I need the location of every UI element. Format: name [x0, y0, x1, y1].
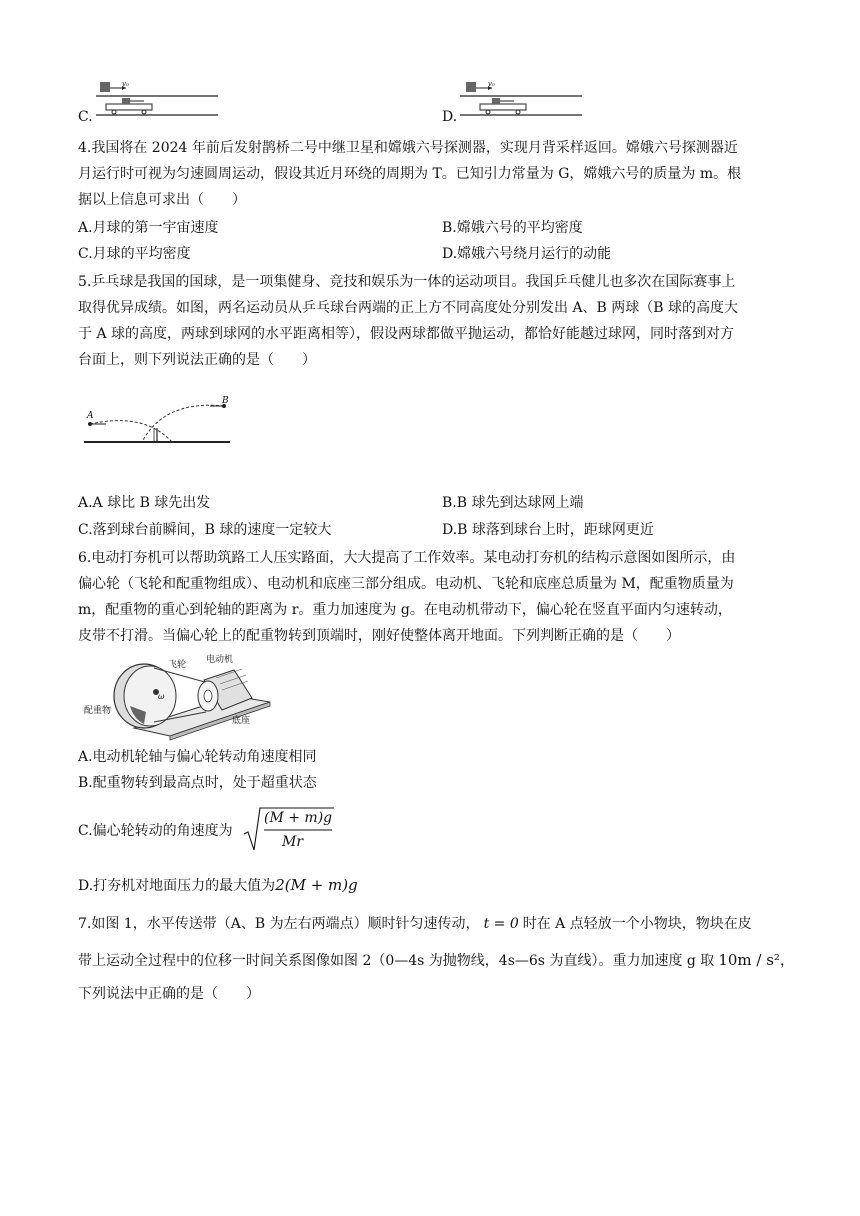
q6-option-d-prefix: D.打夯机对地面压力的最大值为	[78, 878, 276, 894]
q6-option-c-prefix: C.偏心轮转动的角速度为	[78, 823, 233, 839]
q4-stem-line-3: 据以上信息可求出（ ）	[78, 192, 246, 208]
q6-option-c-numerator: (M + m)g	[264, 810, 333, 826]
q6-option-b[interactable]: B.配重物转到最高点时，处于超重状态	[78, 775, 317, 791]
q5-option-c[interactable]: C.落到球台前瞬间，B 球的速度一定较大	[78, 522, 332, 538]
q6-option-c-denominator: Mr	[282, 834, 304, 850]
q4-option-a[interactable]: A.月球的第一宇宙速度	[78, 220, 219, 236]
q7-stem-line-2	[78, 951, 794, 970]
q6-base-label: 底座	[232, 716, 251, 726]
q6-stem-line-1: 6.电动打夯机可以帮助筑路工人压实路面，大大提高了工作效率。某电动打夯机的结构示意图如图所示，由	[78, 550, 736, 566]
q7-stem-line-1	[78, 915, 784, 933]
q6-omega-label: ω	[158, 692, 165, 701]
q6-option-d-formula: 2(M + m)g	[275, 876, 358, 894]
q5-option-a[interactable]: A.A 球比 B 球先出发	[78, 495, 211, 511]
q5-ball-b-label: B	[222, 396, 229, 406]
q3-option-d-label: D.	[442, 109, 458, 125]
q7-line2-end: ，	[779, 953, 794, 969]
q5-option-d[interactable]: D.B 球落到球台上时，距球网更近	[442, 522, 654, 538]
q3-option-c-diagram	[96, 78, 220, 122]
q7-line2-part-a: 带上运动全过程中的位移一时间关系图像如图 2（0—4s 为抛物线，4s—6s 为直线）。重力加速度 g 取	[78, 953, 715, 969]
q3-c-v0-label: v₀	[122, 80, 129, 88]
q7-stem-line-3: 下列说法中正确的是（ ）	[78, 986, 260, 1002]
q7-line1-part-a: 7.如图 1，水平传送带（A、B 为左右两端点）顺时针匀速传动，	[78, 916, 480, 932]
q6-tamper-figure	[84, 658, 280, 738]
q5-stem-line-4: 台面上，则下列说法正确的是（ ）	[78, 352, 316, 368]
q5-stem-line-1: 5.乒乓球是我国的国球，是一项集健身、竞技和娱乐为一体的运动项目。我国乒乓健儿也多次在国际赛事上	[78, 274, 736, 290]
q3-option-c-label: C.	[78, 109, 93, 125]
q5-stem-line-2: 取得优异成绩。如图，两名运动员从乒乓球台两端的正上方不同高度处分别发出 A、B 两球（B 球的高度大	[78, 300, 739, 316]
q6-flywheel-label: 飞轮	[168, 660, 187, 670]
q4-option-c[interactable]: C.月球的平均密度	[78, 246, 191, 262]
q5-stem-line-3: 于 A 球的高度，两球到球网的水平距离相等），假设两球都做平抛运动，都恰好能越过球网，同时落到对方	[78, 326, 735, 342]
q6-stem-line-3: m，配重物的重心到轮轴的距离为 r。重力加速度为 g。在电动机带动下，偏心轮在竖直平面内匀速转动，	[78, 602, 732, 618]
q3-d-v0-label: v₀	[488, 80, 495, 88]
q6-option-a[interactable]: A.电动机轮轴与偏心轮转动角速度相同	[78, 749, 317, 765]
q4-option-d[interactable]: D.嫦娥六号绕月运行的动能	[442, 246, 612, 262]
q4-option-b[interactable]: B.嫦娥六号的平均密度	[442, 220, 583, 236]
q7-line1-part-b: 时在 A 点轻放一个小物块，物块在皮	[522, 916, 752, 932]
q4-stem-line-1: 4.我国将在 2024 年前后发射鹊桥二号中继卫星和嫦娥六号探测器，实现月背采样返回。嫦娥六号探测器近	[78, 140, 738, 156]
q7-line1-t: t = 0	[483, 916, 519, 932]
q6-stem-line-2: 偏心轮（飞轮和配重物组成）、电动机和底座三部分组成。电动机、飞轮和底座总质量为 M，配重物质量为	[78, 576, 734, 592]
q5-option-b[interactable]: B.B 球先到达球网上端	[442, 495, 584, 511]
q5-ball-a-label: A	[87, 411, 94, 421]
q6-stem-line-4: 皮带不打滑。当偏心轮上的配重物转到顶端时，刚好使整体离开地面。下列判断正确的是（ ）	[78, 628, 680, 644]
q6-counterweight-label: 配重物	[84, 706, 112, 716]
q3-option-d-diagram	[460, 78, 584, 122]
q6-option-c[interactable]	[78, 822, 233, 840]
q5-table-tennis-figure	[84, 392, 232, 444]
q6-option-d[interactable]	[78, 876, 358, 895]
q7-line2-g: 10m / s²	[718, 951, 780, 969]
q6-motor-label: 电动机	[206, 655, 234, 665]
q4-stem-line-2: 月运行时可视为匀速圆周运动，假设其近月环绕的周期为 T。已知引力常量为 G，嫦娥六号的质量为 m。根	[78, 166, 742, 182]
